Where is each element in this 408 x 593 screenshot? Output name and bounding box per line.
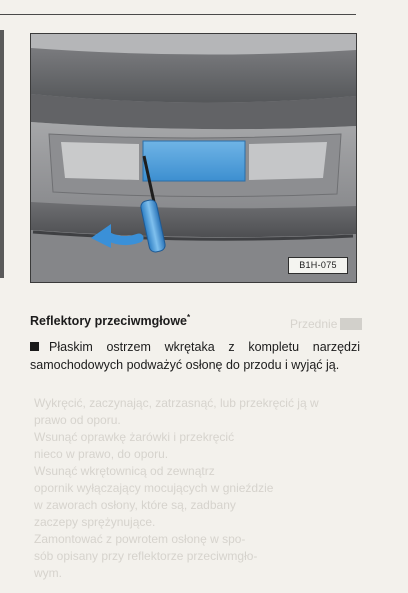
- show-through-line: nieco w prawo, do oporu.: [34, 447, 169, 461]
- show-through-line: Zamontować z powrotem osłonę w spo-: [34, 532, 246, 546]
- show-through-line: sób opisany przy reflektorze przeciwmgło-: [34, 549, 258, 563]
- show-through-line: wym.: [34, 566, 62, 580]
- figure-label: B1H-075: [288, 257, 348, 274]
- show-through-line: prawo od oporu.: [34, 413, 121, 427]
- previous-figure-edge: [0, 30, 4, 278]
- show-through-top-right: Przednie: [290, 317, 338, 331]
- instruction-text: Płaskim ostrzem wkrętaka z kompletu narzędzi samochodowych podważyć osłonę do przodu i wyjąć ją.: [30, 340, 360, 372]
- square-bullet-icon: [30, 342, 39, 351]
- show-through-line: Wykręcić, zaczynając, zatrzasnąć, lub przekręcić ją w: [34, 396, 319, 410]
- show-through-line: opornik wyłączający mocujących w gnieździe: [34, 481, 274, 495]
- section-heading: [30, 313, 190, 328]
- fog-lamp-cover-removal-illustration: [30, 33, 357, 283]
- section-title: Reflektory przeciwmgłowe: [30, 314, 187, 329]
- show-through-line: Wsunąć wkrętownicą od zewnątrz: [34, 464, 215, 478]
- instruction-step: [30, 338, 360, 374]
- illustration-drawing: [31, 34, 356, 282]
- show-through-line: w zaworach osłony, które są, zadbany: [34, 498, 236, 512]
- show-through-line: Wsunąć oprawkę żarówki i przekręcić: [34, 430, 235, 444]
- section-title-marker: *: [187, 313, 191, 322]
- page-top-rule: [0, 14, 356, 15]
- show-through-line: zaczepy sprężynujące.: [34, 515, 156, 529]
- show-through-box: [340, 318, 362, 330]
